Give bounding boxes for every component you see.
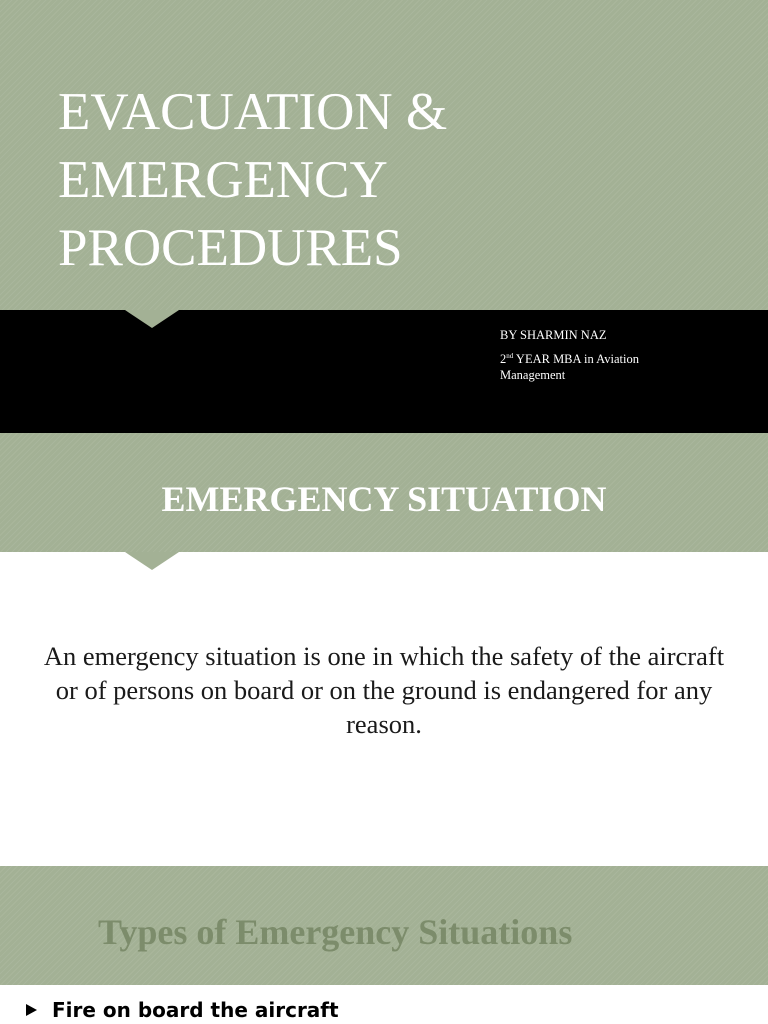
slide-heading: EMERGENCY SITUATION <box>161 479 607 519</box>
definition-text: An emergency situation is one in which the safety of the aircraft or of persons on board or on the ground is endangered for any reason. <box>43 641 725 739</box>
title-line: PROCEDURES <box>58 219 403 277</box>
bullet-list <box>26 996 339 1024</box>
title-line: EVACUATION & <box>58 83 448 141</box>
arrowhead-bullet-icon <box>26 1004 37 1016</box>
title-slide <box>0 0 768 433</box>
slide-heading: Types of Emergency Situations <box>98 912 573 952</box>
list-item <box>26 996 339 1024</box>
program-line <box>500 351 690 383</box>
title-line: EMERGENCY <box>58 151 388 209</box>
definition-slide <box>0 433 768 866</box>
author-name: BY SHARMIN NAZ <box>500 328 607 342</box>
byline <box>500 327 690 391</box>
down-pointer-notch <box>125 310 179 328</box>
types-slide <box>0 866 768 1024</box>
program-ordinal: 2 <box>500 352 507 366</box>
bullet-text: Fire on board the aircraft <box>52 998 339 1022</box>
program-ordinal-suffix: nd <box>506 352 514 360</box>
presentation-title <box>58 78 738 282</box>
program-name: YEAR MBA in Aviation Management <box>500 352 639 382</box>
down-pointer-notch <box>125 552 179 570</box>
